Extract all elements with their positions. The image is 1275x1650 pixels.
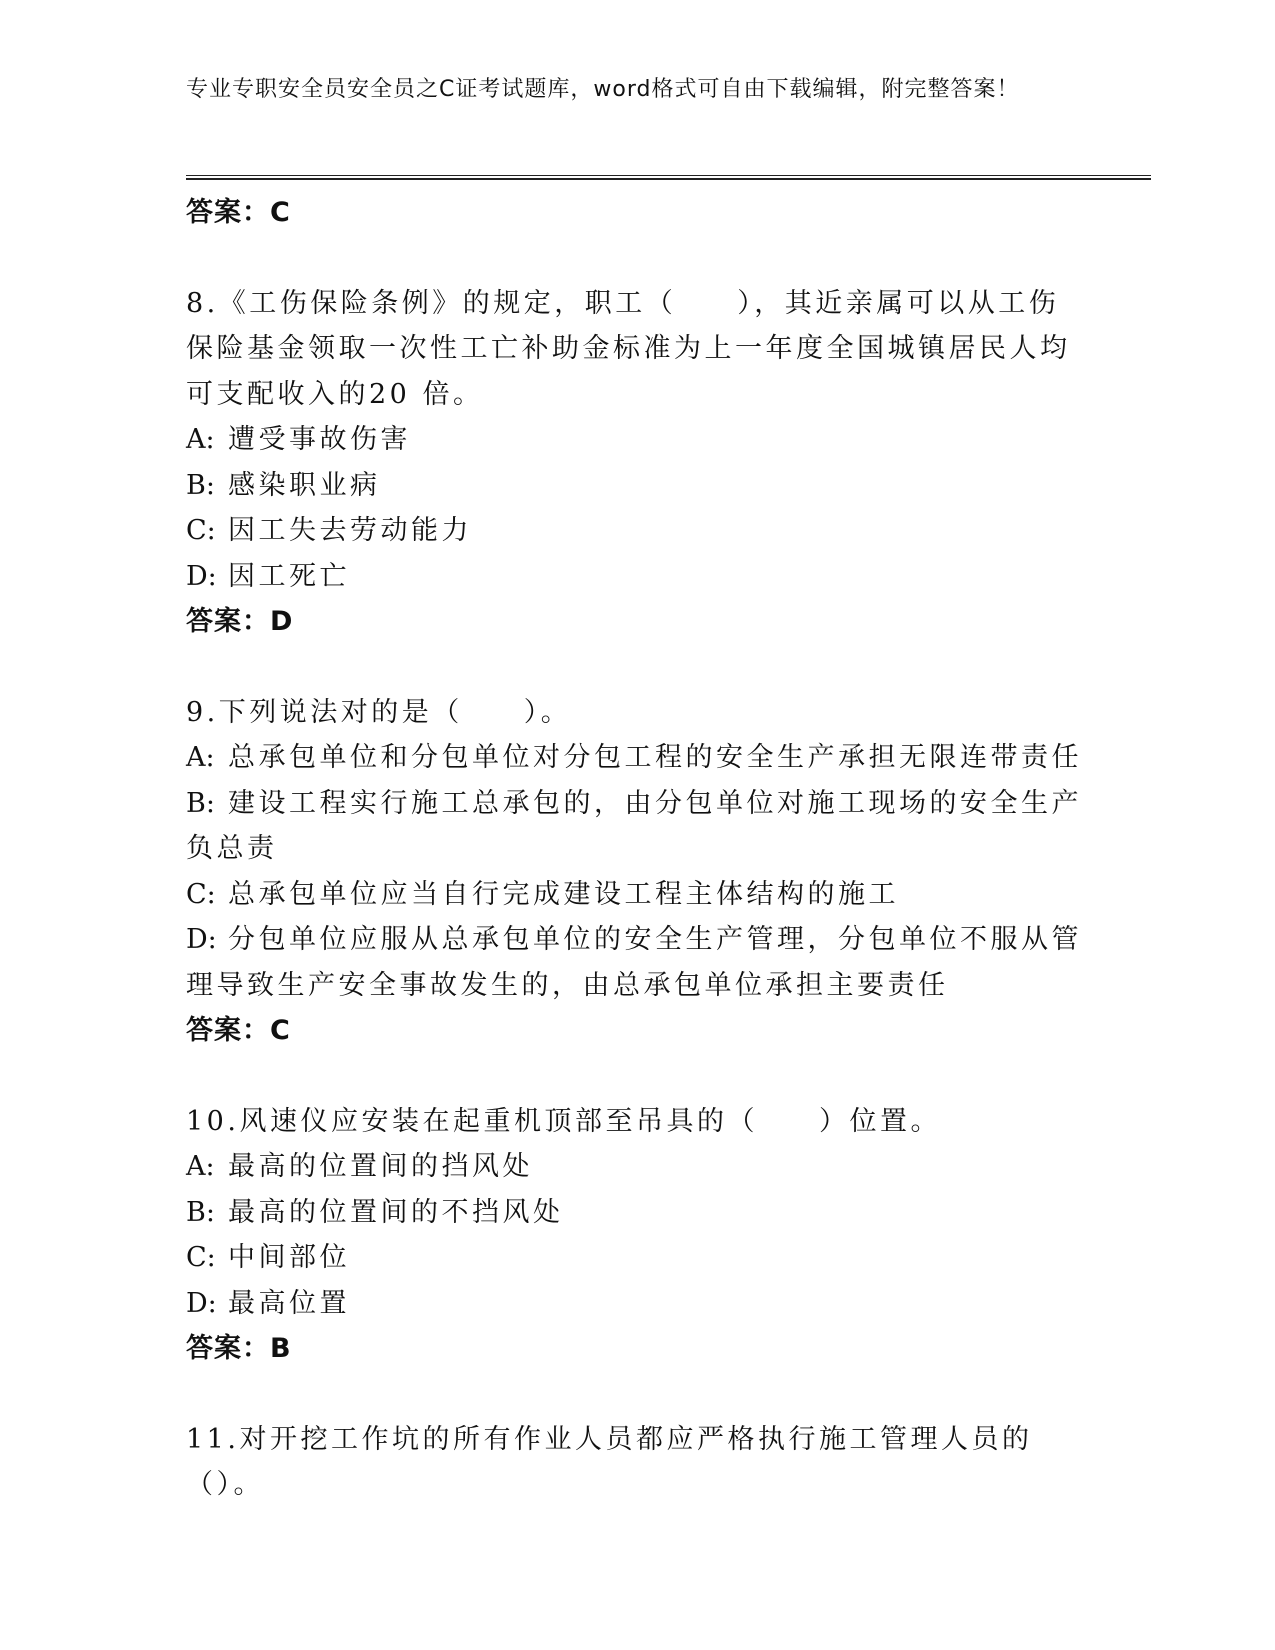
spacer <box>186 645 1086 690</box>
answer-line: 答案：B <box>186 1333 292 1364</box>
option-text: 因工失去劳动能力 <box>228 515 472 546</box>
question-text: 10.风速仪应安装在起重机顶部至吊具的（ ）位置。 <box>186 1105 941 1137</box>
option-key: B: <box>186 1196 215 1228</box>
option-key: B: <box>186 469 215 501</box>
option-text: 因工死亡 <box>228 560 350 592</box>
spacer <box>186 1372 1086 1417</box>
option-c <box>186 872 1086 918</box>
spacer <box>186 236 1086 281</box>
option-key: A: <box>186 424 215 455</box>
option-text: 建设工程实行施工总承包的，由分包单位对施工现场的安全生产负总责 <box>186 787 1082 864</box>
question-text: 9.下列说法对的是（ ）。 <box>186 696 572 728</box>
option-a <box>186 417 1086 463</box>
answer-line: 答案：C <box>186 197 291 228</box>
option-text: 中间部位 <box>228 1242 350 1273</box>
question-text: 8.《工伤保险条例》的规定，职工（ ），其近亲属可以从工伤保险基金领取一次性工亡补助金标准为上一年度全国城镇居民人均可支配收入的20 倍。 <box>186 287 1071 410</box>
option-text: 分包单位应服从总承包单位的安全生产管理，分包单位不服从管理导致生产安全事故发生的，由总承包单位承担主要责任 <box>186 924 1082 1001</box>
option-key: D: <box>186 1287 217 1319</box>
option-key: B: <box>186 787 215 819</box>
question-text: 11.对开挖工作坑的所有作业人员都应严格执行施工管理人员的（）。 <box>186 1423 1033 1500</box>
option-key: C: <box>186 515 216 546</box>
question-10 <box>186 1099 1086 1372</box>
option-text: 最高的位置间的不挡风处 <box>228 1196 564 1228</box>
question-list <box>186 190 1086 1508</box>
option-text: 总承包单位和分包单位对分包工程的安全生产承担无限连带责任 <box>228 742 1082 773</box>
option-b <box>186 781 1086 872</box>
option-key: C: <box>186 1242 216 1273</box>
option-d <box>186 554 1086 600</box>
option-b <box>186 1190 1086 1236</box>
option-d <box>186 1281 1086 1327</box>
header-rule <box>186 175 1151 180</box>
option-a <box>186 735 1086 781</box>
option-key: D: <box>186 560 217 592</box>
option-d <box>186 917 1086 1008</box>
option-key: C: <box>186 878 216 910</box>
option-a <box>186 1144 1086 1190</box>
option-key: A: <box>186 1151 215 1182</box>
question-11 <box>186 1417 1086 1508</box>
option-c <box>186 1235 1086 1281</box>
option-key: A: <box>186 742 215 773</box>
document-header: 专业专职安全员安全员之C证考试题库，word格式可自由下载编辑，附完整答案！ <box>186 77 1020 102</box>
option-text: 总承包单位应当自行完成建设工程主体结构的施工 <box>228 878 899 910</box>
option-text: 遭受事故伤害 <box>228 424 411 455</box>
option-text: 感染职业病 <box>228 469 381 501</box>
answer-line: 答案：C <box>186 1015 291 1046</box>
question-8 <box>186 281 1086 645</box>
option-c <box>186 508 1086 554</box>
answer-line: 答案：D <box>186 606 294 637</box>
option-text: 最高的位置间的挡风处 <box>228 1151 533 1182</box>
question-9 <box>186 690 1086 1054</box>
spacer <box>186 1054 1086 1099</box>
option-key: D: <box>186 924 217 955</box>
option-b <box>186 463 1086 509</box>
option-text: 最高位置 <box>228 1287 350 1319</box>
